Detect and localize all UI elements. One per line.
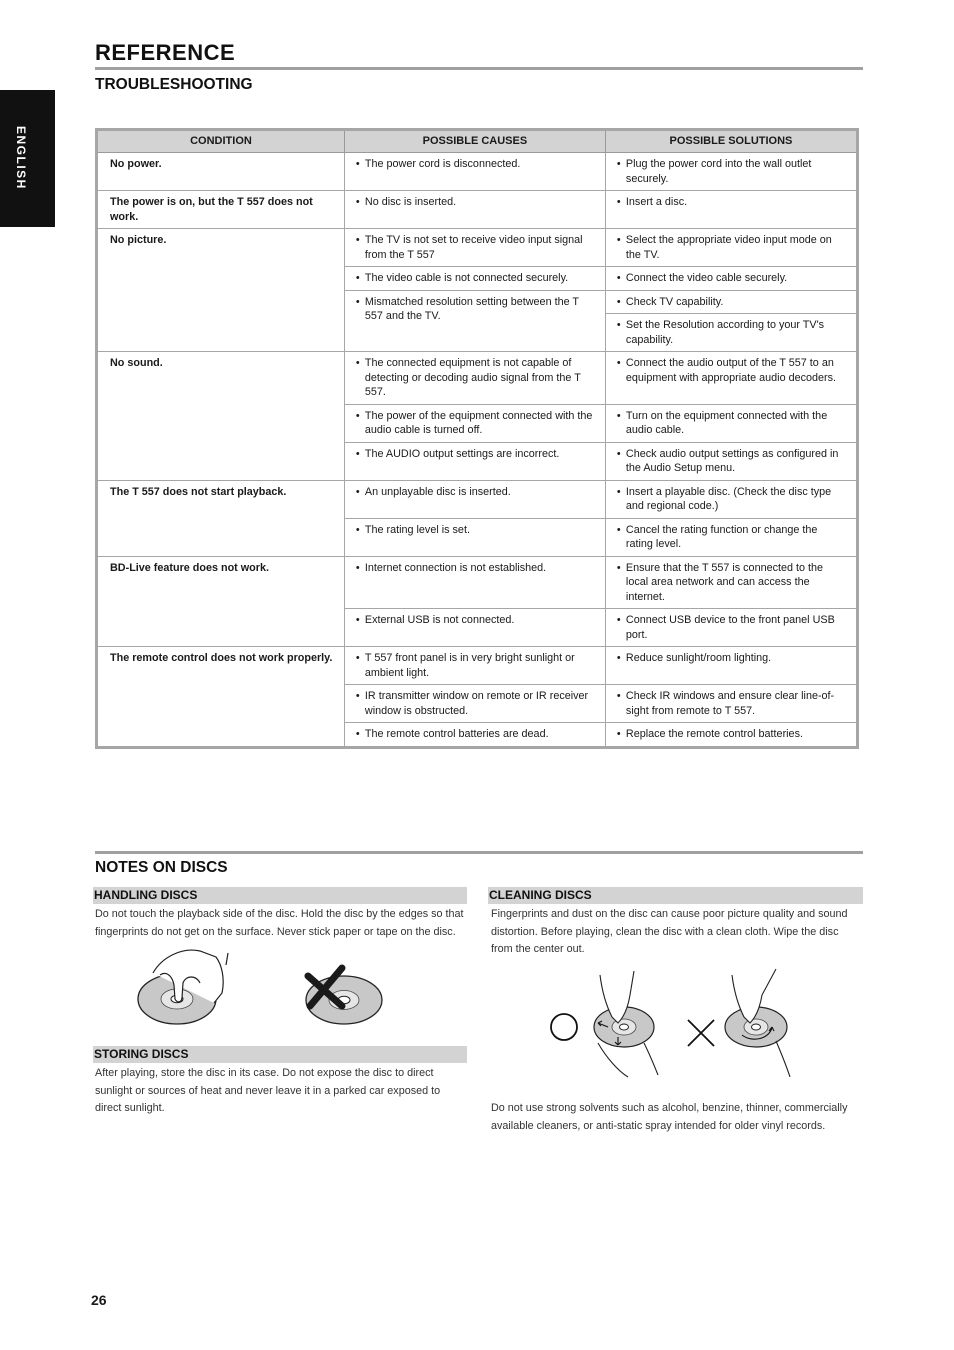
- solution-cell: • Connect the audio output of the T 557 to an equipment with appropriate audio decoders.: [605, 352, 857, 405]
- cause-cell: • External USB is not connected.: [344, 609, 605, 647]
- solution-cell: • Check IR windows and ensure clear line-of-sight from remote to T 557.: [605, 685, 857, 723]
- language-tab-label: ENGLISH: [14, 126, 28, 190]
- notes-title: NOTES ON DISCS: [95, 859, 228, 876]
- correct-mark-icon: [548, 1011, 580, 1043]
- solution-cell: • Ensure that the T 557 is connected to the local area network and can access the internet.: [605, 556, 857, 609]
- table-row: [97, 229, 858, 267]
- cause-cell: • An unplayable disc is inserted.: [344, 480, 605, 518]
- solution-cell: • Connect the video cable securely.: [605, 267, 857, 291]
- solution-cell: • Check audio output settings as configured in the Audio Setup menu.: [605, 442, 857, 480]
- condition-cell: No sound.: [97, 352, 345, 481]
- cause-cell: • Mismatched resolution setting between the T 557 and the TV.: [344, 290, 605, 352]
- solution-cell: • Check TV capability.: [605, 290, 857, 314]
- page-title: REFERENCE: [95, 40, 236, 65]
- incorrect-mark-icon: [684, 1016, 718, 1050]
- handling-discs-text: Do not touch the playback side of the disc. Hold the disc by the edges so that fingerprints do not get on the surface. Never stick paper or tape on the disc.: [95, 908, 464, 938]
- disc-wipe-center-out-illustration: [588, 965, 663, 1080]
- cause-cell: • The video cable is not connected securely.: [344, 267, 605, 291]
- solution-cell: • Insert a disc.: [605, 191, 857, 229]
- handling-discs-heading: HANDLING DISCS: [93, 887, 467, 904]
- solution-cell: • Turn on the equipment connected with the audio cable.: [605, 404, 857, 442]
- disc-hold-correct-illustration: [130, 945, 235, 1030]
- cause-cell: • T 557 front panel is in very bright sunlight or ambient light.: [344, 647, 605, 685]
- cleaning-discs-text: Fingerprints and dust on the disc can cause poor picture quality and sound distortion. Before playing, clean the disc with a clean cloth. Wipe the disc from the center out.: [491, 908, 848, 955]
- table-row: [97, 556, 858, 609]
- cause-cell: • The power cord is disconnected.: [344, 153, 605, 191]
- table-row: [97, 153, 858, 191]
- cause-cell: • The TV is not set to receive video input signal from the T 557: [344, 229, 605, 267]
- troubleshooting-table: [95, 128, 859, 749]
- notes-divider: [95, 851, 863, 854]
- solution-cell: • Plug the power cord into the wall outlet securely.: [605, 153, 857, 191]
- title-divider: [95, 67, 863, 70]
- storing-discs-text: After playing, store the disc in its case. Do not expose the disc to direct sunlight or sources of heat and never leave it in a parked car exposed to direct sunlight.: [95, 1067, 441, 1114]
- solution-cell: • Select the appropriate video input mode on the TV.: [605, 229, 857, 267]
- solution-cell: • Replace the remote control batteries.: [605, 723, 857, 748]
- cleaning-warning-text: Do not use strong solvents such as alcohol, benzine, thinner, commercially available cleaners, or anti-static spray intended for older vinyl records.: [491, 1102, 848, 1132]
- header-solutions: POSSIBLE SOLUTIONS: [605, 130, 857, 153]
- solution-cell: • Reduce sunlight/room lighting.: [605, 647, 857, 685]
- cause-cell: • Internet connection is not established.: [344, 556, 605, 609]
- table-row: [97, 352, 858, 405]
- condition-cell: BD-Live feature does not work.: [97, 556, 345, 647]
- condition-cell: The remote control does not work properly.: [97, 647, 345, 748]
- cause-cell: • The connected equipment is not capable of detecting or decoding audio signal from the T 557.: [344, 352, 605, 405]
- solution-cell: • Set the Resolution according to your TV's capability.: [605, 314, 857, 352]
- header-condition: CONDITION: [97, 130, 345, 153]
- page-number: 26: [91, 1292, 107, 1308]
- disc-hold-incorrect-illustration: [298, 960, 388, 1030]
- table-header-row: [97, 130, 858, 153]
- table-row: [97, 191, 858, 229]
- solution-cell: • Cancel the rating function or change the rating level.: [605, 518, 857, 556]
- cause-cell: • The power of the equipment connected with the audio cable is turned off.: [344, 404, 605, 442]
- cause-cell: • The AUDIO output settings are incorrect.: [344, 442, 605, 480]
- cause-cell: • The rating level is set.: [344, 518, 605, 556]
- condition-cell: The power is on, but the T 557 does not work.: [97, 191, 345, 229]
- cause-cell: • IR transmitter window on remote or IR receiver window is obstructed.: [344, 685, 605, 723]
- table-row: [97, 647, 858, 685]
- disc-wipe-circular-illustration: [718, 965, 796, 1080]
- language-tab: [0, 90, 55, 227]
- solution-cell: • Connect USB device to the front panel USB port.: [605, 609, 857, 647]
- cleaning-discs-heading: CLEANING DISCS: [488, 887, 863, 904]
- table-row: [97, 480, 858, 518]
- cause-cell: • No disc is inserted.: [344, 191, 605, 229]
- condition-cell: No picture.: [97, 229, 345, 352]
- storing-discs-heading: STORING DISCS: [93, 1046, 467, 1063]
- condition-cell: The T 557 does not start playback.: [97, 480, 345, 556]
- section-title: TROUBLESHOOTING: [95, 76, 253, 93]
- cause-cell: • The remote control batteries are dead.: [344, 723, 605, 748]
- condition-cell: No power.: [97, 153, 345, 191]
- header-causes: POSSIBLE CAUSES: [344, 130, 605, 153]
- solution-cell: • Insert a playable disc. (Check the disc type and regional code.): [605, 480, 857, 518]
